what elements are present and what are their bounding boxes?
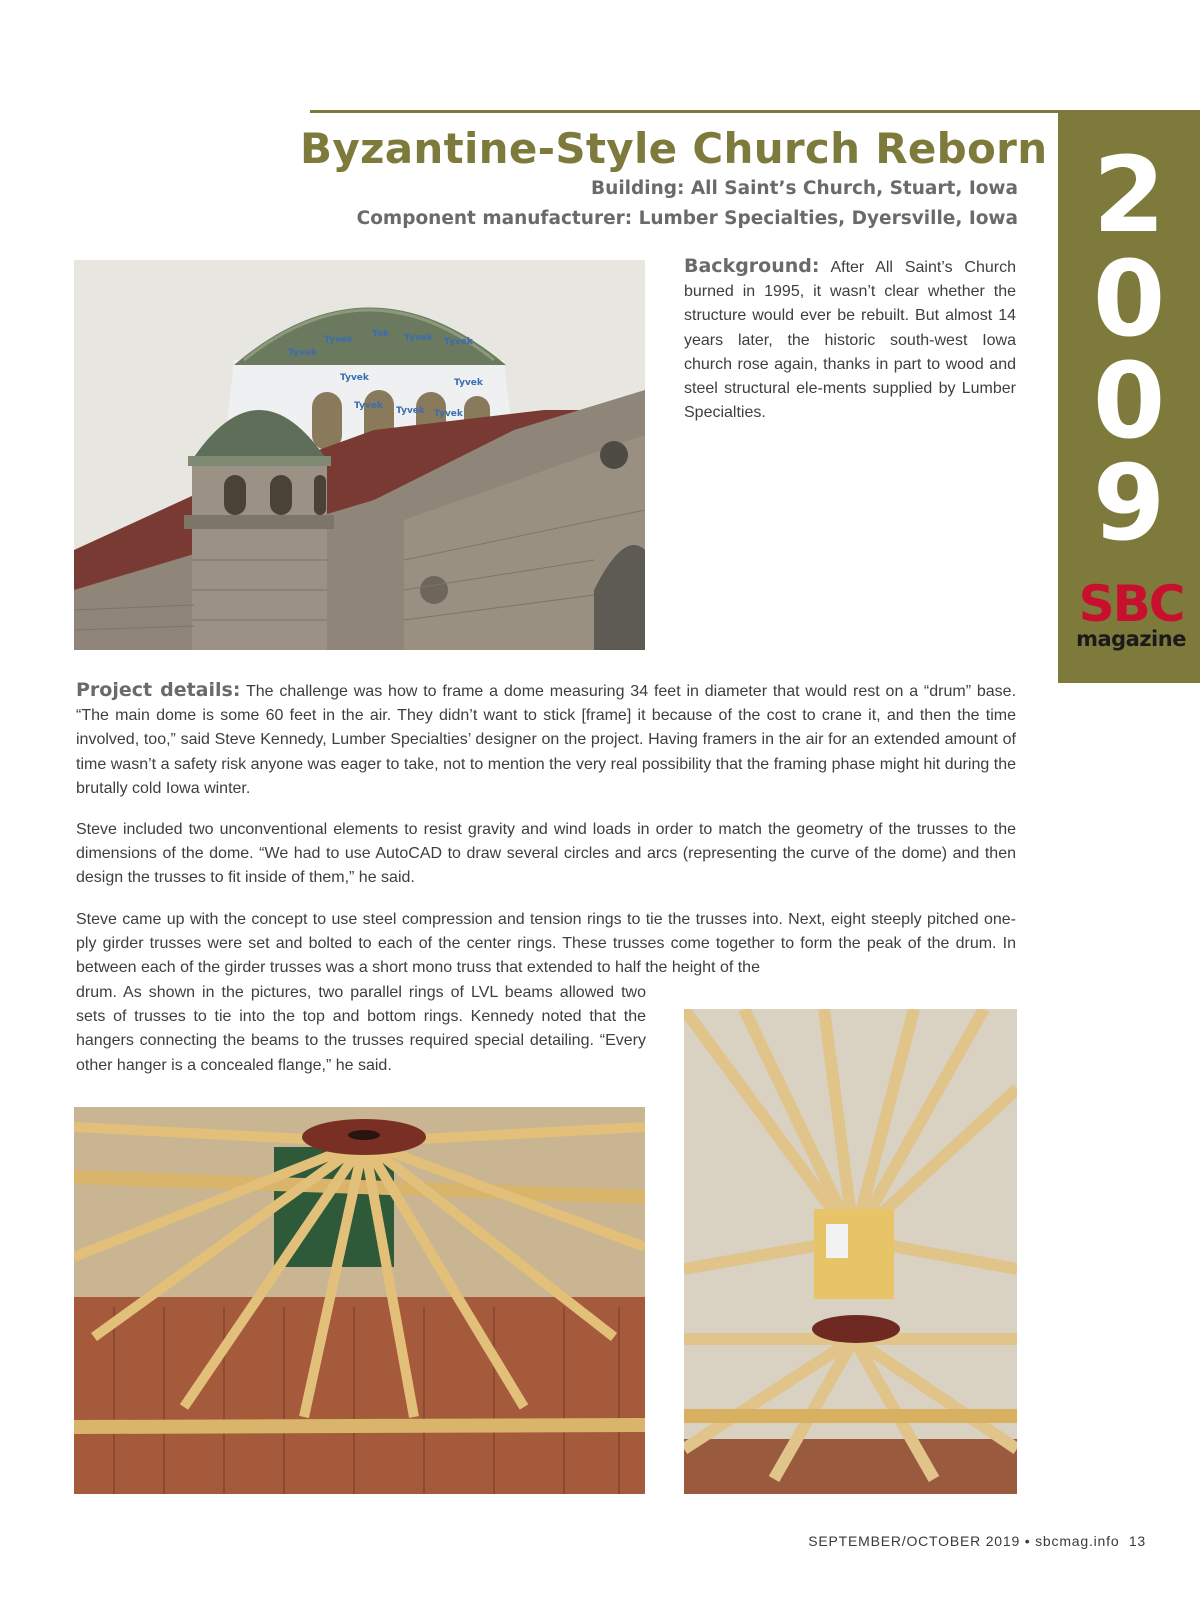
year-digit: 0 (1092, 238, 1166, 360)
page-number: 13 (1128, 1533, 1146, 1549)
tyvek-label: Tyvek (288, 348, 317, 358)
project-paragraph-1 (76, 678, 1016, 801)
tyvek-label: Tyvek (354, 401, 383, 411)
tyvek-label: Tyvek (444, 337, 473, 347)
truss-ring-photo (684, 1009, 1017, 1494)
logo-sbc-text: SBC (1078, 575, 1184, 633)
project-paragraph-3: Steve came up with the concept to use steel compression and tension rings to tie the trusses into. Next, eight steeply pitched one-ply girder trusses were set and bolted to each of the center rings. These trusses come together to form the peak of the drum. In between each of the girder trusses was a short mono truss that extended to half the height of the (76, 911, 1016, 977)
tyvek-label: Tyvek (340, 373, 369, 383)
background-lead: Background: (684, 255, 820, 277)
truss-framing-photo (74, 1107, 645, 1494)
article-manufacturer: Component manufacturer: Lumber Specialties, Dyersville, Iowa (356, 208, 1018, 229)
article-title: Byzantine-Style Church Reborn (300, 124, 1048, 173)
tyvek-label: Tyvek (434, 409, 463, 419)
tyvek-label: Tyvek (396, 406, 425, 416)
church-exterior-photo (74, 260, 645, 650)
tyvek-label: Tek (372, 329, 390, 339)
year-sidebar (1058, 113, 1200, 683)
project-lead: Project details: (76, 679, 241, 701)
year-digit: 9 (1092, 442, 1166, 564)
year-digit: 2 (1092, 134, 1166, 256)
project-paragraph-3-continued: drum. As shown in the pictures, two parallel rings of LVL beams allowed two sets of trusses to tie into the top and bottom rings. Kennedy noted that the hangers connecting the beams to the trusses required special detailing. “Every other hanger is a concealed flange,” he said. (76, 984, 646, 1074)
sbc-magazine-logo (1070, 575, 1192, 659)
tyvek-label: Tyvek (454, 378, 483, 388)
article-building: Building: All Saint’s Church, Stuart, Iowa (591, 178, 1018, 199)
project-paragraph-2: Steve included two unconventional elements to resist gravity and wind loads in order to match the geometry of the trusses to the dimensions of the dome. “We had to use AutoCAD to draw several circles and arcs (representing the curve of the dome) and then design the trusses to fit inside of them,” he said. (76, 821, 1016, 887)
year-digit: 0 (1092, 340, 1166, 462)
project-text-1: The challenge was how to frame a dome measuring 34 feet in diameter that would rest on a “drum” base. “The main dome is some 60 feet in the air. They didn’t want to stick [frame] it because of the cost to crane it, and then the time involved, too,” said Steve Kennedy, Lumber Specialties’ designer on the project. Having framers in the air for an extended amount of time wasn’t a safety risk anyone was eager to take, not to mention the very real possibility that the framing phase might hit during the brutally cold Iowa winter. (76, 683, 1017, 797)
tyvek-label: Tyvek (404, 333, 433, 343)
footer-issue: SEPTEMBER/OCTOBER 2019 • sbcmag.info (808, 1533, 1120, 1549)
background-text: After All Saint’s Church burned in 1995, it wasn’t clear whether the structure would ever be rebuilt. But almost 14 years later, the historic south-west Iowa church rose again, thanks in part to wood and steel structural ele-ments supplied by Lumber Specialties. (684, 259, 1016, 422)
logo-magazine-text: magazine (1076, 627, 1186, 651)
tyvek-label: Tyvek (324, 335, 353, 345)
page-footer (808, 1533, 1146, 1549)
background-paragraph (684, 254, 1016, 425)
